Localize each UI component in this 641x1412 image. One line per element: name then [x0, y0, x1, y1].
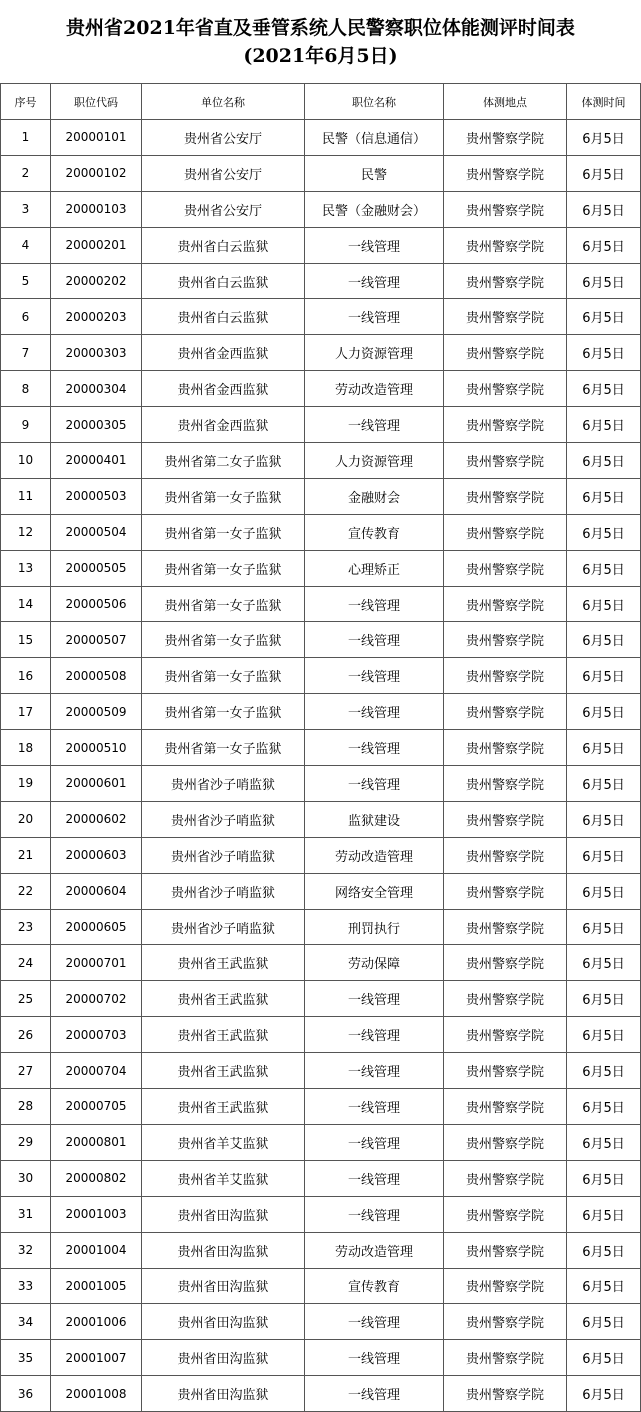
unit-name-cell: 贵州省田沟监狱: [142, 1304, 305, 1340]
test-location-cell: 贵州警察学院: [444, 1376, 567, 1412]
row-index-cell: 16: [1, 658, 51, 694]
table-row: [1, 1053, 641, 1089]
test-time-cell: 6月5日: [567, 191, 641, 227]
test-location-cell: 贵州警察学院: [444, 120, 567, 156]
row-index-cell: 14: [1, 586, 51, 622]
test-location-cell: 贵州警察学院: [444, 1053, 567, 1089]
position-name-cell: 人力资源管理: [305, 443, 444, 479]
test-time-cell: 6月5日: [567, 371, 641, 407]
unit-name-cell: 贵州省白云监狱: [142, 227, 305, 263]
test-time-cell: 6月5日: [567, 1160, 641, 1196]
page-title: 贵州省2021年省直及垂管系统人民警察职位体能测评时间表: [66, 16, 575, 39]
unit-name-cell: 贵州省王武监狱: [142, 945, 305, 981]
unit-name-cell: 贵州省沙子哨监狱: [142, 801, 305, 837]
unit-name-cell: 贵州省公安厅: [142, 120, 305, 156]
unit-name-cell: 贵州省田沟监狱: [142, 1376, 305, 1412]
position-code-cell: 20000101: [51, 120, 142, 156]
row-index-cell: 3: [1, 191, 51, 227]
unit-name-cell: 贵州省金西监狱: [142, 335, 305, 371]
test-time-cell: 6月5日: [567, 586, 641, 622]
unit-name-cell: 贵州省田沟监狱: [142, 1340, 305, 1376]
position-code-cell: 20000506: [51, 586, 142, 622]
test-time-cell: 6月5日: [567, 1089, 641, 1125]
table-row: [1, 514, 641, 550]
unit-name-cell: 贵州省王武监狱: [142, 1017, 305, 1053]
unit-name-cell: 贵州省田沟监狱: [142, 1196, 305, 1232]
test-location-cell: 贵州警察学院: [444, 191, 567, 227]
header-row: [1, 84, 641, 120]
row-index-cell: 25: [1, 981, 51, 1017]
unit-name-cell: 贵州省王武监狱: [142, 1053, 305, 1089]
table-row: [1, 443, 641, 479]
test-time-cell: 6月5日: [567, 945, 641, 981]
unit-name-cell: 贵州省金西监狱: [142, 371, 305, 407]
test-location-cell: 贵州警察学院: [444, 945, 567, 981]
position-name-cell: 心理矫正: [305, 550, 444, 586]
test-time-cell: 6月5日: [567, 443, 641, 479]
test-location-cell: 贵州警察学院: [444, 1124, 567, 1160]
position-name-cell: 劳动改造管理: [305, 1232, 444, 1268]
test-time-cell: 6月5日: [567, 801, 641, 837]
test-time-cell: 6月5日: [567, 1053, 641, 1089]
test-location-cell: 贵州警察学院: [444, 514, 567, 550]
row-index-cell: 4: [1, 227, 51, 263]
test-location-cell: 贵州警察学院: [444, 335, 567, 371]
test-location-cell: 贵州警察学院: [444, 586, 567, 622]
unit-name-cell: 贵州省金西监狱: [142, 407, 305, 443]
position-name-cell: 网络安全管理: [305, 873, 444, 909]
table-row: [1, 981, 641, 1017]
row-index-cell: 18: [1, 730, 51, 766]
unit-name-cell: 贵州省公安厅: [142, 191, 305, 227]
test-location-cell: 贵州警察学院: [444, 227, 567, 263]
row-index-cell: 30: [1, 1160, 51, 1196]
unit-name-cell: 贵州省沙子哨监狱: [142, 873, 305, 909]
row-index-cell: 12: [1, 514, 51, 550]
test-time-cell: 6月5日: [567, 658, 641, 694]
position-name-cell: 一线管理: [305, 1017, 444, 1053]
position-name-cell: 一线管理: [305, 730, 444, 766]
position-name-cell: 人力资源管理: [305, 335, 444, 371]
position-name-cell: 一线管理: [305, 1196, 444, 1232]
test-time-cell: 6月5日: [567, 1196, 641, 1232]
test-time-cell: 6月5日: [567, 120, 641, 156]
table-row: [1, 155, 641, 191]
test-time-cell: 6月5日: [567, 694, 641, 730]
row-index-cell: 2: [1, 155, 51, 191]
test-time-cell: 6月5日: [567, 478, 641, 514]
row-index-cell: 15: [1, 622, 51, 658]
test-location-cell: 贵州警察学院: [444, 155, 567, 191]
test-time-cell: 6月5日: [567, 909, 641, 945]
test-time-cell: 6月5日: [567, 1232, 641, 1268]
unit-name-cell: 贵州省田沟监狱: [142, 1232, 305, 1268]
test-location-cell: 贵州警察学院: [444, 1268, 567, 1304]
position-code-cell: 20000504: [51, 514, 142, 550]
test-time-cell: 6月5日: [567, 407, 641, 443]
table-row: [1, 120, 641, 156]
position-name-cell: 一线管理: [305, 299, 444, 335]
table-row: [1, 1089, 641, 1125]
row-index-cell: 5: [1, 263, 51, 299]
unit-name-cell: 贵州省王武监狱: [142, 1089, 305, 1125]
position-name-cell: 一线管理: [305, 586, 444, 622]
row-index-cell: 22: [1, 873, 51, 909]
unit-name-cell: 贵州省白云监狱: [142, 263, 305, 299]
test-location-cell: 贵州警察学院: [444, 443, 567, 479]
unit-name-cell: 贵州省第一女子监狱: [142, 478, 305, 514]
table-row: [1, 407, 641, 443]
table-row: [1, 766, 641, 802]
test-time-cell: 6月5日: [567, 227, 641, 263]
position-code-cell: 20000801: [51, 1124, 142, 1160]
unit-name-cell: 贵州省第二女子监狱: [142, 443, 305, 479]
position-code-cell: 20000508: [51, 658, 142, 694]
row-index-cell: 33: [1, 1268, 51, 1304]
position-name-cell: 刑罚执行: [305, 909, 444, 945]
position-code-cell: 20000503: [51, 478, 142, 514]
unit-name-cell: 贵州省第一女子监狱: [142, 730, 305, 766]
position-code-cell: 20000604: [51, 873, 142, 909]
position-name-cell: 民警: [305, 155, 444, 191]
position-code-cell: 20001003: [51, 1196, 142, 1232]
header-position-name: 职位名称: [305, 84, 444, 120]
position-code-cell: 20001004: [51, 1232, 142, 1268]
table-row: [1, 1268, 641, 1304]
unit-name-cell: 贵州省羊艾监狱: [142, 1124, 305, 1160]
table-row: [1, 801, 641, 837]
unit-name-cell: 贵州省第一女子监狱: [142, 586, 305, 622]
test-location-cell: 贵州警察学院: [444, 1304, 567, 1340]
test-time-cell: 6月5日: [567, 837, 641, 873]
position-code-cell: 20000304: [51, 371, 142, 407]
position-name-cell: 一线管理: [305, 658, 444, 694]
unit-name-cell: 贵州省沙子哨监狱: [142, 766, 305, 802]
position-name-cell: 一线管理: [305, 1053, 444, 1089]
table-row: [1, 550, 641, 586]
test-location-cell: 贵州警察学院: [444, 801, 567, 837]
position-code-cell: 20000802: [51, 1160, 142, 1196]
header-test-time: 体测时间: [567, 84, 641, 120]
table-body: [1, 120, 641, 1412]
page-subtitle: (2021年6月5日): [243, 44, 398, 67]
position-name-cell: 劳动保障: [305, 945, 444, 981]
position-code-cell: 20000201: [51, 227, 142, 263]
position-code-cell: 20000703: [51, 1017, 142, 1053]
row-index-cell: 26: [1, 1017, 51, 1053]
test-time-cell: 6月5日: [567, 335, 641, 371]
test-location-cell: 贵州警察学院: [444, 1160, 567, 1196]
position-code-cell: 20000103: [51, 191, 142, 227]
position-name-cell: 宣传教育: [305, 1268, 444, 1304]
test-time-cell: 6月5日: [567, 766, 641, 802]
row-index-cell: 34: [1, 1304, 51, 1340]
table-row: [1, 1160, 641, 1196]
title-block: [0, 0, 641, 83]
row-index-cell: 8: [1, 371, 51, 407]
position-code-cell: 20000202: [51, 263, 142, 299]
test-location-cell: 贵州警察学院: [444, 1089, 567, 1125]
test-location-cell: 贵州警察学院: [444, 837, 567, 873]
test-time-cell: 6月5日: [567, 1304, 641, 1340]
position-name-cell: 监狱建设: [305, 801, 444, 837]
position-name-cell: 一线管理: [305, 1089, 444, 1125]
position-name-cell: 金融财会: [305, 478, 444, 514]
row-index-cell: 21: [1, 837, 51, 873]
position-name-cell: 一线管理: [305, 1304, 444, 1340]
unit-name-cell: 贵州省田沟监狱: [142, 1268, 305, 1304]
position-code-cell: 20001008: [51, 1376, 142, 1412]
table-row: [1, 371, 641, 407]
test-location-cell: 贵州警察学院: [444, 263, 567, 299]
test-time-cell: 6月5日: [567, 263, 641, 299]
test-location-cell: 贵州警察学院: [444, 909, 567, 945]
position-name-cell: 民警（金融财会）: [305, 191, 444, 227]
test-location-cell: 贵州警察学院: [444, 730, 567, 766]
position-name-cell: 一线管理: [305, 1376, 444, 1412]
position-name-cell: 劳动改造管理: [305, 371, 444, 407]
test-location-cell: 贵州警察学院: [444, 407, 567, 443]
unit-name-cell: 贵州省第一女子监狱: [142, 622, 305, 658]
test-location-cell: 贵州警察学院: [444, 622, 567, 658]
position-code-cell: 20000305: [51, 407, 142, 443]
unit-name-cell: 贵州省王武监狱: [142, 981, 305, 1017]
test-location-cell: 贵州警察学院: [444, 694, 567, 730]
position-name-cell: 一线管理: [305, 1160, 444, 1196]
table-row: [1, 227, 641, 263]
unit-name-cell: 贵州省沙子哨监狱: [142, 909, 305, 945]
test-location-cell: 贵州警察学院: [444, 873, 567, 909]
test-time-cell: 6月5日: [567, 1124, 641, 1160]
unit-name-cell: 贵州省第一女子监狱: [142, 514, 305, 550]
position-code-cell: 20000401: [51, 443, 142, 479]
test-location-cell: 贵州警察学院: [444, 371, 567, 407]
position-name-cell: 一线管理: [305, 766, 444, 802]
table-row: [1, 909, 641, 945]
table-row: [1, 299, 641, 335]
test-time-cell: 6月5日: [567, 1376, 641, 1412]
table-row: [1, 730, 641, 766]
row-index-cell: 20: [1, 801, 51, 837]
position-code-cell: 20000303: [51, 335, 142, 371]
test-time-cell: 6月5日: [567, 1268, 641, 1304]
position-name-cell: 一线管理: [305, 694, 444, 730]
position-name-cell: 一线管理: [305, 622, 444, 658]
row-index-cell: 27: [1, 1053, 51, 1089]
table-row: [1, 694, 641, 730]
position-code-cell: 20000510: [51, 730, 142, 766]
test-location-cell: 贵州警察学院: [444, 550, 567, 586]
test-time-cell: 6月5日: [567, 730, 641, 766]
position-code-cell: 20000701: [51, 945, 142, 981]
unit-name-cell: 贵州省公安厅: [142, 155, 305, 191]
position-code-cell: 20001006: [51, 1304, 142, 1340]
position-code-cell: 20000507: [51, 622, 142, 658]
table-row: [1, 1304, 641, 1340]
test-location-cell: 贵州警察学院: [444, 299, 567, 335]
test-location-cell: 贵州警察学院: [444, 1196, 567, 1232]
row-index-cell: 13: [1, 550, 51, 586]
test-time-cell: 6月5日: [567, 155, 641, 191]
position-name-cell: 宣传教育: [305, 514, 444, 550]
table-row: [1, 1196, 641, 1232]
position-code-cell: 20000102: [51, 155, 142, 191]
row-index-cell: 9: [1, 407, 51, 443]
position-code-cell: 20000603: [51, 837, 142, 873]
header-position-code: 职位代码: [51, 84, 142, 120]
table-row: [1, 478, 641, 514]
position-name-cell: 一线管理: [305, 263, 444, 299]
position-code-cell: 20000602: [51, 801, 142, 837]
position-code-cell: 20000203: [51, 299, 142, 335]
schedule-table: [0, 83, 641, 1412]
test-location-cell: 贵州警察学院: [444, 658, 567, 694]
table-row: [1, 837, 641, 873]
header-test-location: 体测地点: [444, 84, 567, 120]
table-row: [1, 335, 641, 371]
position-name-cell: 劳动改造管理: [305, 837, 444, 873]
table-row: [1, 658, 641, 694]
test-location-cell: 贵州警察学院: [444, 1232, 567, 1268]
table-row: [1, 1232, 641, 1268]
position-code-cell: 20000509: [51, 694, 142, 730]
position-name-cell: 一线管理: [305, 981, 444, 1017]
position-code-cell: 20000702: [51, 981, 142, 1017]
table-row: [1, 191, 641, 227]
table-row: [1, 586, 641, 622]
test-location-cell: 贵州警察学院: [444, 981, 567, 1017]
unit-name-cell: 贵州省第一女子监狱: [142, 658, 305, 694]
header-index: 序号: [1, 84, 51, 120]
position-code-cell: 20000705: [51, 1089, 142, 1125]
row-index-cell: 10: [1, 443, 51, 479]
test-time-cell: 6月5日: [567, 550, 641, 586]
test-location-cell: 贵州警察学院: [444, 766, 567, 802]
unit-name-cell: 贵州省羊艾监狱: [142, 1160, 305, 1196]
header-unit-name: 单位名称: [142, 84, 305, 120]
row-index-cell: 32: [1, 1232, 51, 1268]
test-time-cell: 6月5日: [567, 514, 641, 550]
position-code-cell: 20000505: [51, 550, 142, 586]
unit-name-cell: 贵州省第一女子监狱: [142, 694, 305, 730]
test-time-cell: 6月5日: [567, 622, 641, 658]
position-code-cell: 20000605: [51, 909, 142, 945]
position-code-cell: 20000601: [51, 766, 142, 802]
row-index-cell: 36: [1, 1376, 51, 1412]
table-row: [1, 622, 641, 658]
table-row: [1, 1017, 641, 1053]
position-name-cell: 一线管理: [305, 227, 444, 263]
table-row: [1, 1376, 641, 1412]
position-name-cell: 民警（信息通信）: [305, 120, 444, 156]
row-index-cell: 17: [1, 694, 51, 730]
position-code-cell: 20000704: [51, 1053, 142, 1089]
row-index-cell: 1: [1, 120, 51, 156]
table-row: [1, 1340, 641, 1376]
row-index-cell: 11: [1, 478, 51, 514]
row-index-cell: 24: [1, 945, 51, 981]
row-index-cell: 29: [1, 1124, 51, 1160]
row-index-cell: 23: [1, 909, 51, 945]
row-index-cell: 19: [1, 766, 51, 802]
position-code-cell: 20001005: [51, 1268, 142, 1304]
test-location-cell: 贵州警察学院: [444, 1017, 567, 1053]
table-row: [1, 263, 641, 299]
row-index-cell: 31: [1, 1196, 51, 1232]
row-index-cell: 7: [1, 335, 51, 371]
unit-name-cell: 贵州省沙子哨监狱: [142, 837, 305, 873]
position-name-cell: 一线管理: [305, 1340, 444, 1376]
test-time-cell: 6月5日: [567, 1017, 641, 1053]
test-time-cell: 6月5日: [567, 981, 641, 1017]
row-index-cell: 35: [1, 1340, 51, 1376]
position-name-cell: 一线管理: [305, 1124, 444, 1160]
unit-name-cell: 贵州省白云监狱: [142, 299, 305, 335]
row-index-cell: 6: [1, 299, 51, 335]
position-name-cell: 一线管理: [305, 407, 444, 443]
test-time-cell: 6月5日: [567, 1340, 641, 1376]
unit-name-cell: 贵州省第一女子监狱: [142, 550, 305, 586]
table-header: [1, 84, 641, 120]
test-time-cell: 6月5日: [567, 873, 641, 909]
table-row: [1, 873, 641, 909]
table-row: [1, 945, 641, 981]
test-time-cell: 6月5日: [567, 299, 641, 335]
test-location-cell: 贵州警察学院: [444, 1340, 567, 1376]
row-index-cell: 28: [1, 1089, 51, 1125]
table-row: [1, 1124, 641, 1160]
position-code-cell: 20001007: [51, 1340, 142, 1376]
test-location-cell: 贵州警察学院: [444, 478, 567, 514]
